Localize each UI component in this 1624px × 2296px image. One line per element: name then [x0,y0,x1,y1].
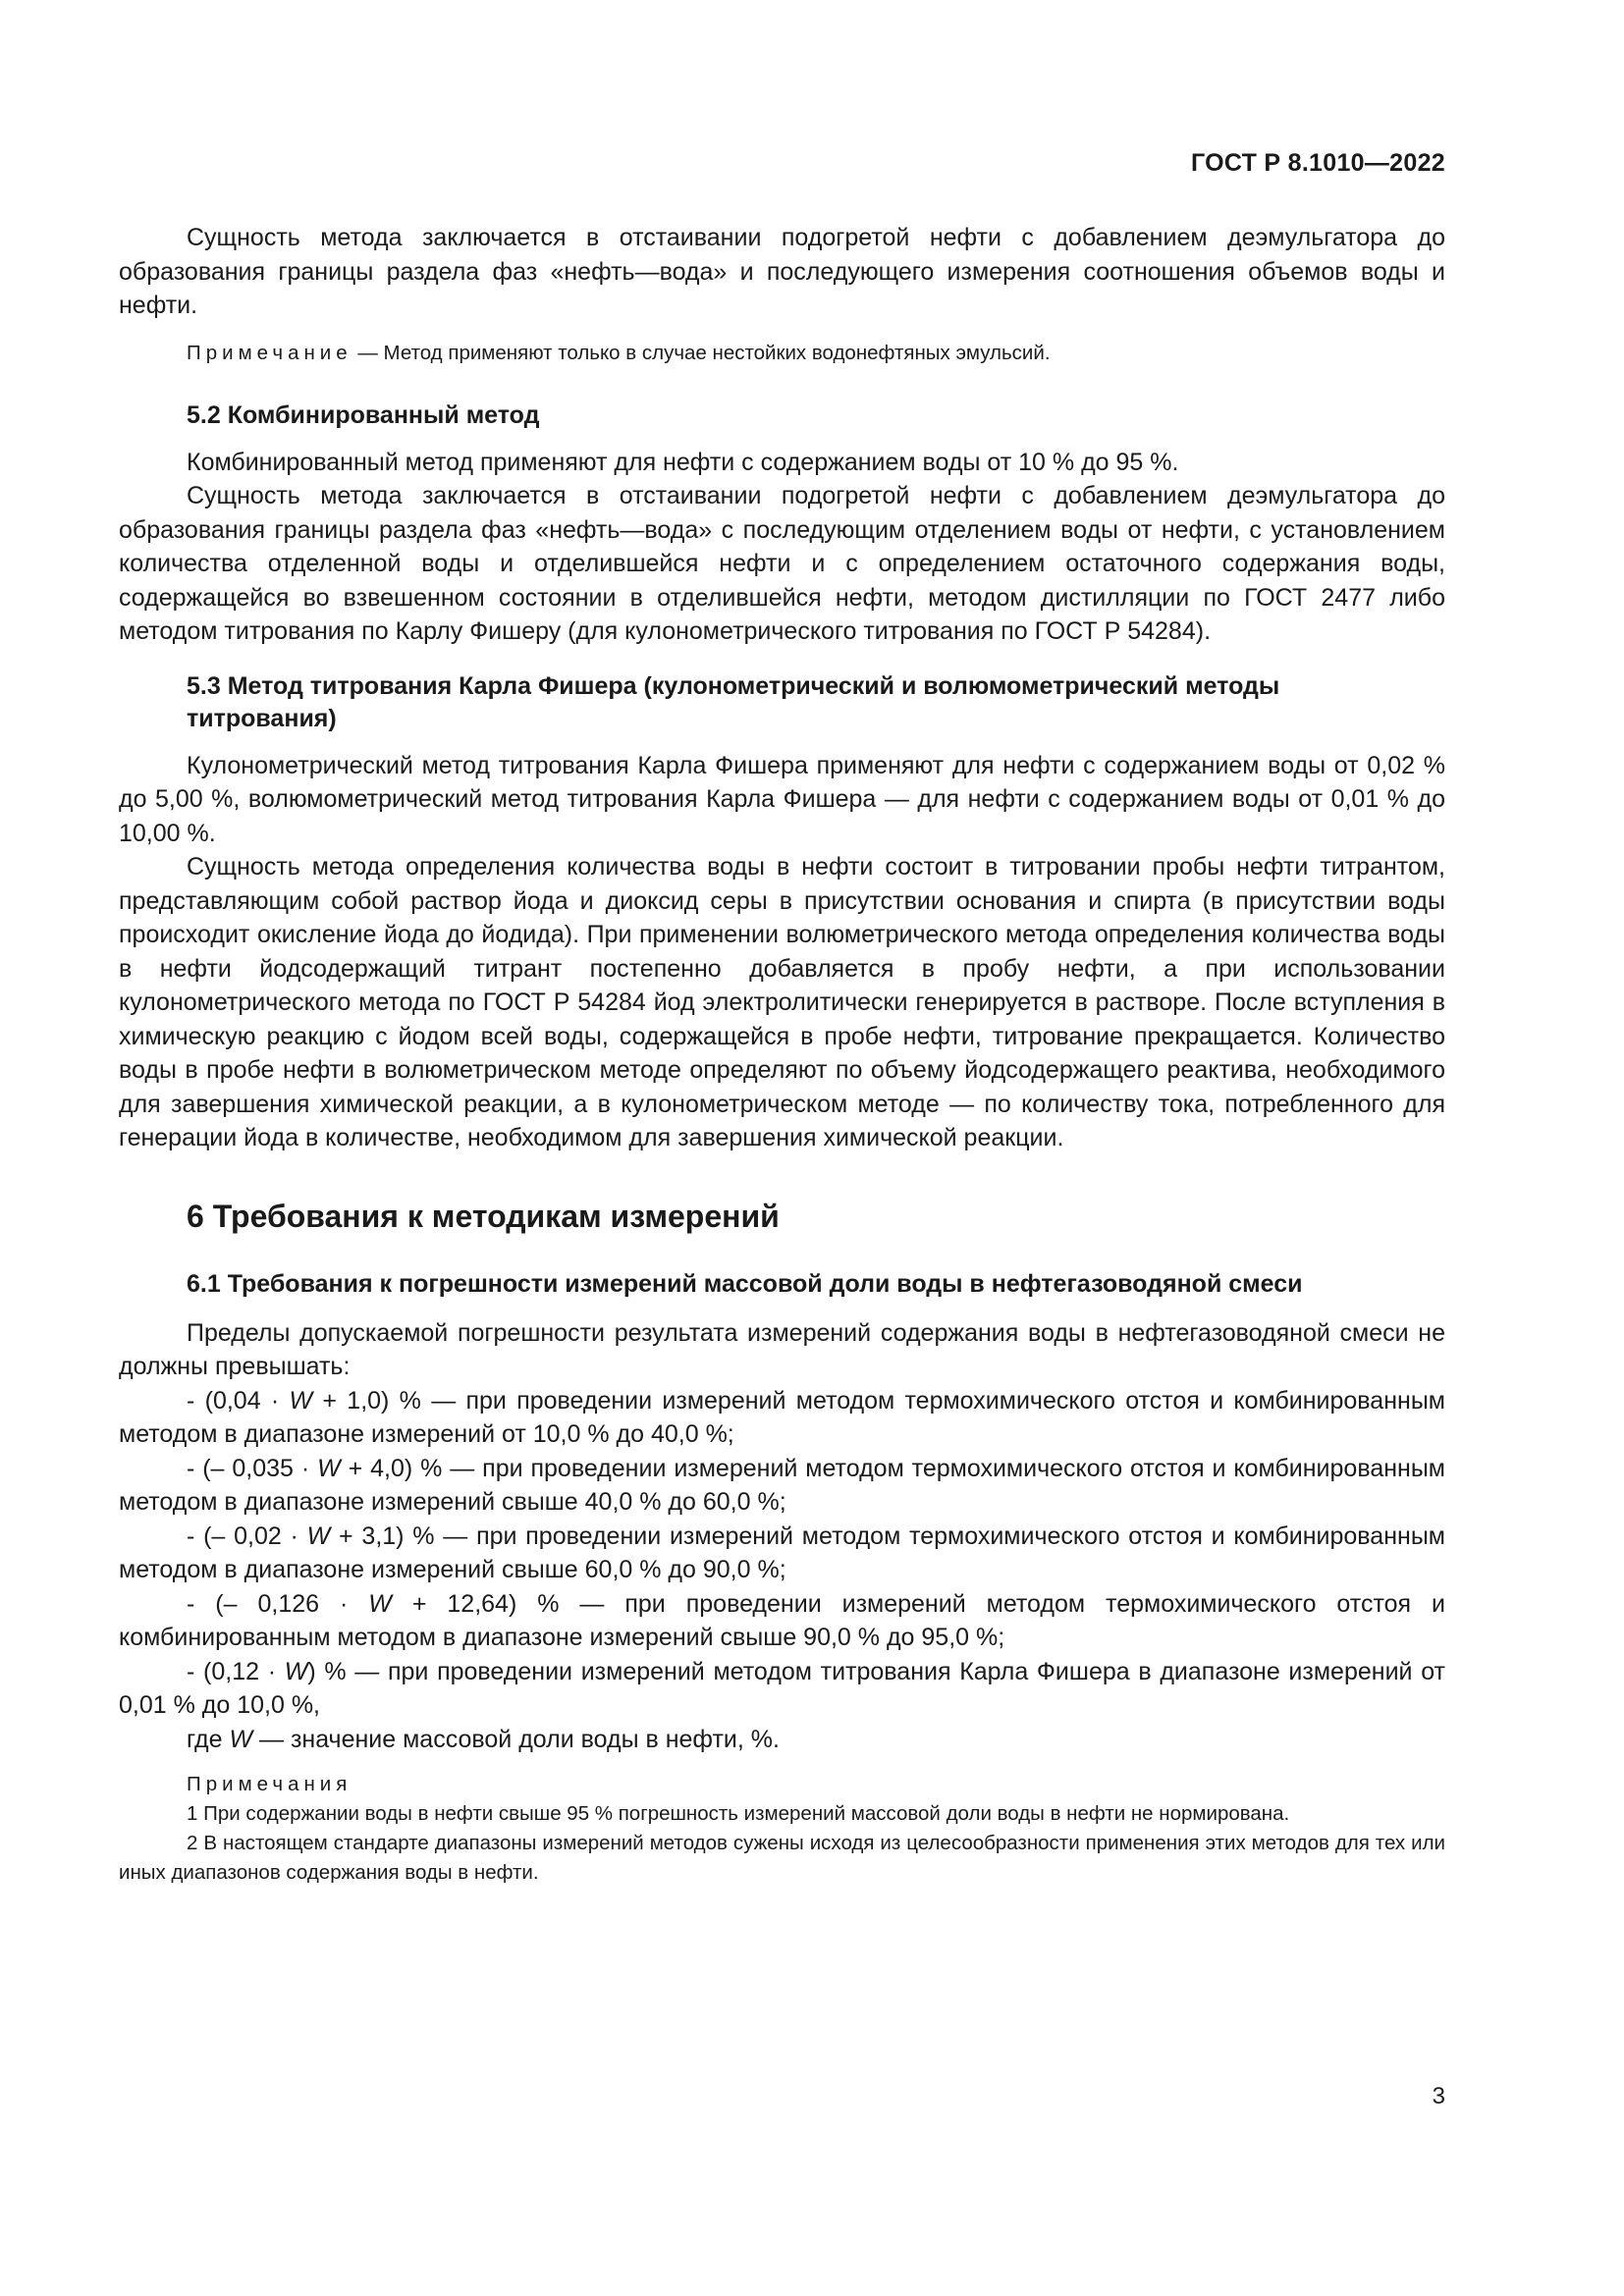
tolerance-item [119,1384,1445,1452]
note-text: — Метод применяют только в случае нестойких водонефтяных эмульсий. [352,341,1051,364]
tolerance-item [119,1655,1445,1723]
note-label: Примечание [187,341,352,364]
section-5-3-paragraph-2: Сущность метода определения количества воды в нефти состоит в титровании пробы нефти титрантом, представляющим собой раствор йода и диоксид серы в присутствии основания и спирта (в присутствии воды происходит окисление йода до йодида). При применении волюметрического метода определения количества воды в нефти йодсодержащий титрант постепенно добавляется в пробу нефти, а при использовании кулонометрического метода по ГОСТ Р 54284 йод электролитически генерируется в растворе. После вступления в химическую реакцию с йодом всей воды, содержащейся в пробе нефти, титрование прекращается. Количество воды в пробе нефти в волюметрическом методе определяют по объему йодсодержащего реактива, необходимого для завершения химической реакции, а в кулонометрическом методе — по количеству тока, потребленного для генерации йода в количестве, необходимом для завершения химической реакции. [119,853,1445,1151]
tolerance-item-prefix: - (– 0,02 · [187,1522,307,1550]
tolerance-item-text: + 1,0) % — при проведении измерений методом термохимического отстоя и комбинированным методом в диапазоне измерений от 10,0 % до 40,0 %; [119,1386,1445,1448]
tolerance-item-prefix: - (0,04 · [187,1386,290,1415]
tolerance-item-text: + 4,0) % — при проведении измерений методом термохимического отстоя и комбинированным методом в диапазоне измерений свыше 40,0 % до 60,0 %; [119,1454,1445,1516]
document-body [119,221,1445,1888]
document-page [119,0,1445,2296]
where-prefix: где [187,1725,230,1753]
section-6-1-title: 6.1 Требования к погрешности измерений массовой доли воды в нефтегазоводяной смеси [187,1269,1303,1298]
intro-note [119,339,1445,368]
tolerance-item-text: ) % — при проведении измерений методом титрования Карла Фишера в диапазоне измерений от 0,01 % до 10,0 %, [119,1657,1445,1719]
section-6-1-intro: Пределы допускаемой погрешности результата измерений содержания воды в нефтегазоводяной смеси не должны превышать: [119,1318,1445,1380]
note-1: 1 При содержании воды в нефти свыше 95 % погрешность измерений массовой доли воды в нефти не нормирована. [187,1802,1290,1825]
variable-w: W [368,1589,392,1618]
tolerance-item [119,1452,1445,1520]
where-text: — значение массовой доли воды в нефти, %. [252,1725,780,1753]
notes-label: Примечания [187,1773,352,1795]
variable-w: W [289,1386,313,1415]
intro-paragraph: Сущность метода заключается в отстаивании подогретой нефти с добавлением деэмульгатора до образования границы раздела фаз «нефть—вода» и последующего измерения соотношения объемов воды и нефти. [119,224,1445,319]
section-5-3-title [119,670,1445,735]
section-5-2-title: 5.2 Комбинированный метод [187,400,540,429]
tolerance-item-prefix: - (0,12 · [187,1657,285,1685]
section-5-2-paragraph-1: Комбинированный метод применяют для нефти с содержанием воды от 10 % до 95 %. [187,448,1179,476]
variable-definition [119,1723,1445,1757]
tolerance-item-text: + 3,1) % — при проведении измерений методом термохимического отстоя и комбинированным методом в диапазоне измерений свыше 60,0 % до 90,0 %; [119,1522,1445,1583]
tolerance-item-prefix: - (– 0,126 · [187,1589,369,1618]
tolerance-item [119,1520,1445,1587]
variable-w: W [284,1657,308,1685]
note-2: 2 В настоящем стандарте диапазоны измерений методов сужены исходя из целесообразности применения этих методов для тех или иных диапазонов содержания воды в нефти. [119,1832,1445,1884]
tolerance-item-text: + 12,64) % — при проведении измерений методом термохимического отстоя и комбинированным методом в диапазоне измерений свыше 90,0 % до 95,0 %; [119,1589,1445,1651]
section-6-title: 6 Требования к методикам измерений [187,1198,780,1234]
variable-w: W [317,1454,341,1482]
section-5-3-title-line-1: 5.3 Метод титрования Карла Фишера (кулонометрический и волюмометрический методы [187,671,1280,700]
tolerance-item-prefix: - (– 0,035 · [187,1454,318,1482]
section-5-3-title-line-2: титрования) [187,704,337,732]
variable-w: W [229,1725,253,1753]
section-5-3-paragraph-1: Кулонометрический метод титрования Карла Фишера применяют для нефти с содержанием воды от 0,02 % до 5,00 %, волюмометрический метод титрования Карла Фишера — для нефти с содержанием воды от 0,01 % до 10,00 %. [119,751,1445,847]
tolerance-item [119,1587,1445,1655]
document-header: ГОСТ Р 8.1010—2022 [1190,149,1445,177]
page-number: 3 [1432,2083,1445,2109]
variable-w: W [306,1522,331,1550]
section-5-2-paragraph-2: Сущность метода заключается в отстаивании подогретой нефти с добавлением деэмульгатора до образования границы раздела фаз «нефть—вода» с последующим отделением воды от нефти, с установлением количества отделенной воды и отделившейся нефти и с определением остаточного содержания воды, содержащейся во взвешенном состоянии в отделившейся нефти, методом дистилляции по ГОСТ 2477 либо методом титрования по Карлу Фишеру (для кулонометрического титрования по ГОСТ Р 54284). [119,482,1445,645]
